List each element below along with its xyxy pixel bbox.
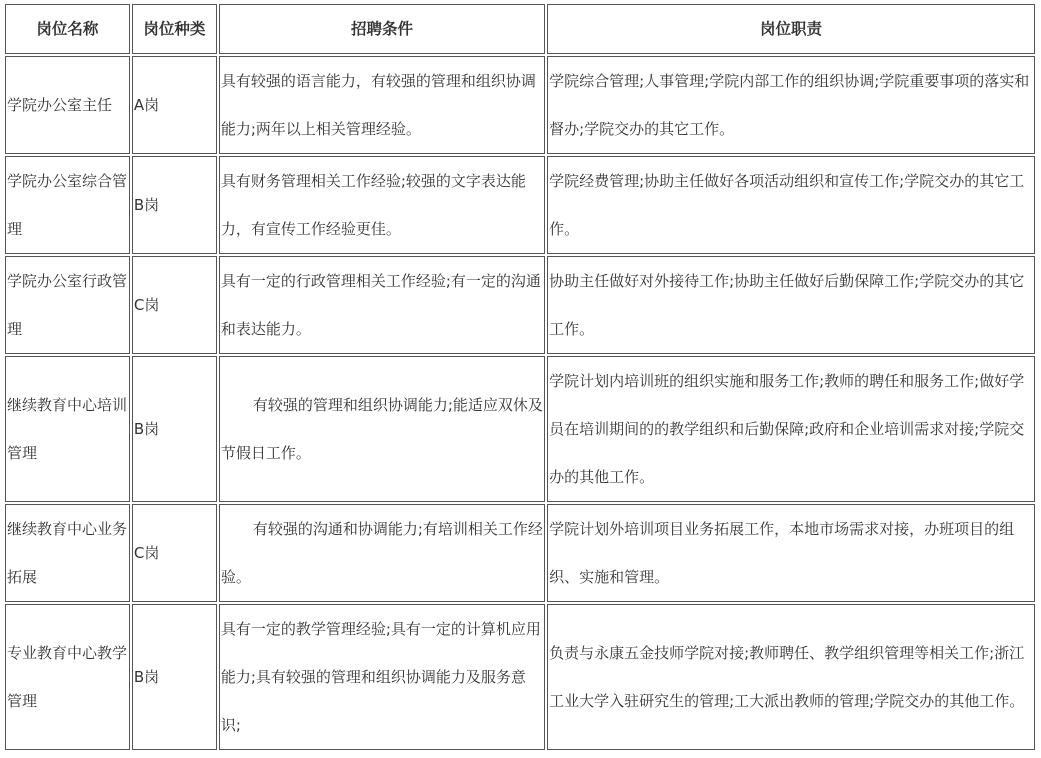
- table-row: [5, 56, 1035, 154]
- position-name-cell: 学院办公室行政管理: [5, 256, 130, 354]
- responsibilities-cell: [547, 156, 1035, 254]
- header-position-name: 岗位名称: [5, 4, 130, 54]
- responsibilities-cell: [547, 604, 1035, 750]
- position-type-cell: B岗: [132, 356, 217, 502]
- table-row: [5, 604, 1035, 750]
- position-type-cell: A岗: [132, 56, 217, 154]
- requirements-text: 具有一定的教学管理经验;具有一定的计算机应用能力;具有较强的管理和组织协调能力及服务意识;: [220, 620, 541, 734]
- requirements-text: 具有一定的行政管理相关工作经验;有一定的沟通和表达能力。: [220, 272, 541, 338]
- header-position-type: 岗位种类: [132, 4, 217, 54]
- position-type-cell: C岗: [132, 256, 217, 354]
- responsibilities-cell: [547, 504, 1035, 602]
- position-name-cell: 继续教育中心培训管理: [5, 356, 130, 502]
- requirements-cell: [219, 56, 545, 154]
- position-name-cell: 学院办公室主任: [5, 56, 130, 154]
- table-header-row: [5, 4, 1035, 54]
- position-name-cell: 学院办公室综合管理: [5, 156, 130, 254]
- header-responsibilities: 岗位职责: [547, 4, 1035, 54]
- requirements-cell: [219, 256, 545, 354]
- requirements-cell: [219, 356, 545, 502]
- responsibilities-text: 负责与永康五金技师学院对接;教师聘任、教学组织管理等相关工作;浙江工业大学入驻研究生的管理;工大派出教师的管理;学院交办的其他工作。: [549, 644, 1025, 710]
- requirements-text: 有较强的沟通和协调能力;有培训相关工作经验。: [220, 520, 543, 586]
- position-name-cell: 继续教育中心业务拓展: [5, 504, 130, 602]
- table-row: [5, 504, 1035, 602]
- responsibilities-cell: [547, 56, 1035, 154]
- responsibilities-text: 学院经费管理;协助主任做好各项活动组织和宣传工作;学院交办的其它工作。: [549, 172, 1025, 238]
- recruitment-table: [3, 2, 1037, 752]
- position-name-cell: 专业教育中心教学管理: [5, 604, 130, 750]
- position-type-cell: B岗: [132, 604, 217, 750]
- responsibilities-cell: [547, 256, 1035, 354]
- requirements-cell: [219, 604, 545, 750]
- requirements-cell: [219, 156, 545, 254]
- requirements-text: 具有财务管理相关工作经验;较强的文字表达能力，有宣传工作经验更佳。: [220, 172, 526, 238]
- requirements-text: 有较强的管理和组织协调能力;能适应双休及节假日工作。: [220, 396, 543, 462]
- responsibilities-text: 协助主任做好对外接待工作;协助主任做好后勤保障工作;学院交办的其它工作。: [549, 272, 1025, 338]
- responsibilities-text: 学院计划外培训项目业务拓展工作，本地市场需求对接，办班项目的组织、实施和管理。: [549, 520, 1015, 586]
- responsibilities-cell: [547, 356, 1035, 502]
- position-type-cell: C岗: [132, 504, 217, 602]
- header-requirements: 招聘条件: [219, 4, 545, 54]
- requirements-cell: [219, 504, 545, 602]
- position-type-cell: B岗: [132, 156, 217, 254]
- requirements-text: 具有较强的语言能力，有较强的管理和组织协调能力;两年以上相关管理经验。: [220, 72, 536, 138]
- table-row: [5, 156, 1035, 254]
- table-row: [5, 256, 1035, 354]
- responsibilities-text: 学院计划内培训班的组织实施和服务工作;教师的聘任和服务工作;做好学员在培训期间的的教学组织和后勤保障;政府和企业培训需求对接;学院交办的其他工作。: [549, 372, 1025, 486]
- responsibilities-text: 学院综合管理;人事管理;学院内部工作的组织协调;学院重要事项的落实和督办;学院交办的其它工作。: [549, 72, 1030, 138]
- table-row: [5, 356, 1035, 502]
